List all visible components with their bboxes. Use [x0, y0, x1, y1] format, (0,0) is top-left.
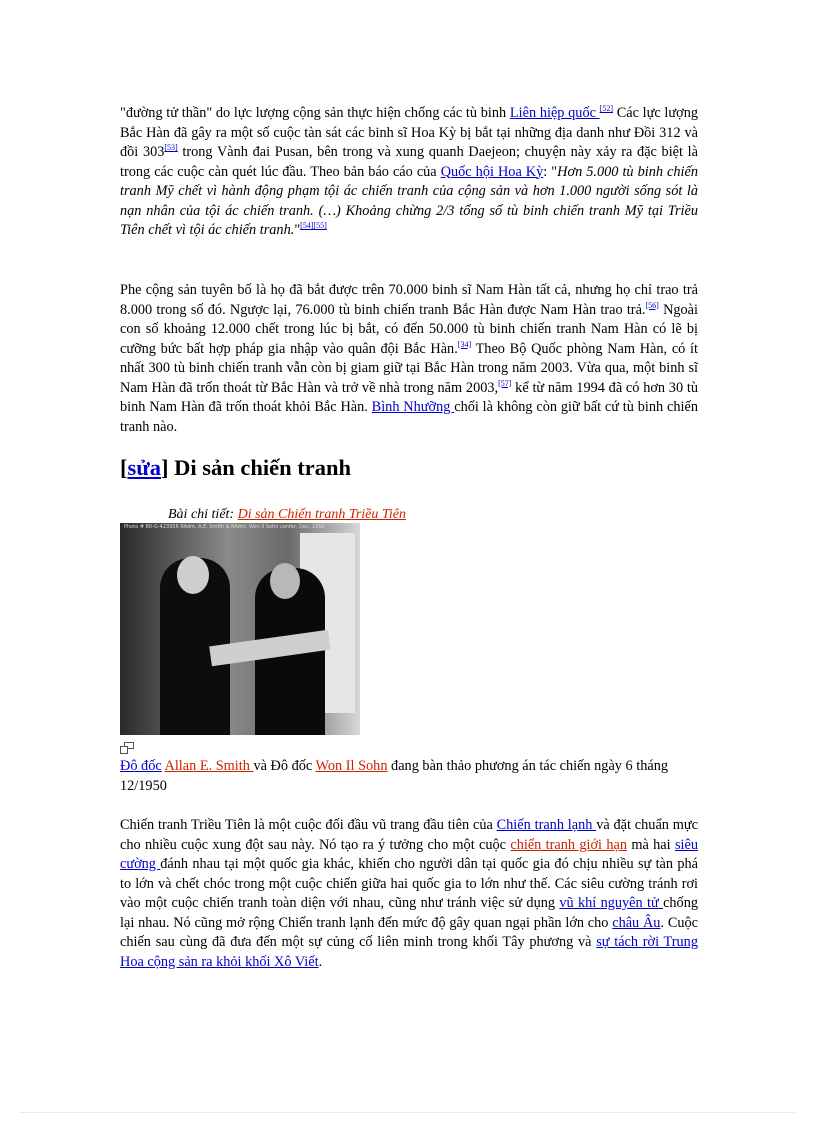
link-chau-au[interactable]: châu Âu — [612, 914, 661, 931]
image-caption — [120, 757, 698, 796]
photo-head-left — [177, 556, 209, 594]
text-run: : " — [543, 163, 558, 180]
paragraph-text — [120, 104, 698, 241]
link-di-san-chien-tranh[interactable]: Di sản Chiến tranh Triều Tiên — [237, 507, 407, 522]
magnify-icon[interactable] — [120, 742, 134, 754]
photo-caption-text: Photo # 80-G-423956 RAdm. A.E. Smith & RAdm. Won Il Sohn confer, Dec. 1950 — [124, 524, 325, 530]
text-run: kể từ năm 1994 đã có hơn 30 tù binh Nam Hàn đã trốn thoát khỏi Bắc Hàn. — [120, 379, 698, 415]
quote-text: Hơn 5.000 tù binh chiến tranh Mỹ chết vì hành động phạm tội ác chiến tranh của cộng sản và hơn 1.000 người sống sót là nạn nhân của tội ác chiến tranh. (…) Khoảng chừng 2/3 tổng số tù binh chiến tranh Mỹ tại Triều Tiên chết vì tội ác chiến tranh. — [120, 163, 698, 238]
ref-link[interactable]: [34] — [457, 339, 472, 349]
heading-title: Di sản chiến tranh — [168, 455, 352, 480]
paragraph-pow-massacres — [120, 104, 698, 241]
ref-56[interactable] — [646, 301, 659, 310]
text-run: Chiến tranh Triều Tiên là một cuộc đối đầu vũ trang đầu tiên của — [120, 817, 497, 833]
section-heading — [120, 455, 351, 481]
text-run: chối là không còn giữ bất cứ tù binh chiến tranh nào. — [120, 399, 698, 435]
caption-text — [120, 757, 698, 796]
photo-admirals[interactable] — [120, 523, 360, 735]
link-vu-khi-nguyen-tu[interactable]: vũ khí nguyên tử — [559, 895, 664, 911]
ref-34[interactable] — [458, 340, 471, 349]
text-run: Ngoài con số khoảng 12.000 chết trong lúc bị bắt, có đến 50.000 tù binh chiến tranh Nam Hàn có lẽ bị cưỡng bức bất hợp pháp gia nhập vào quân đội Bắc Hàn. — [120, 301, 699, 357]
bracket-open: [ — [120, 455, 128, 480]
paragraph-legacy — [120, 816, 698, 972]
text-run: " — [294, 222, 301, 238]
text-run: trong Vành đai Pusan, bên trong và xung quanh Daejeon; chuyện này xảy ra đặc biệt là trong các cuộc càn quét lúc đầu. Theo bản báo cáo của — [120, 144, 698, 180]
ref-link[interactable]: [53] — [164, 143, 178, 153]
photo-head-right — [270, 563, 300, 599]
ref-53[interactable] — [164, 143, 177, 152]
link-chien-tranh-gioi-han[interactable]: chiến tranh giới hạn — [510, 836, 628, 853]
ref-57[interactable] — [498, 379, 511, 388]
link-allan-e-smith[interactable]: Allan E. Smith — [164, 758, 254, 774]
text-run: mà hai — [627, 836, 675, 853]
page-bottom-divider — [20, 1112, 796, 1113]
paragraph-text — [120, 816, 698, 972]
bracket-close: ] — [161, 455, 169, 480]
ref-link[interactable]: [55] — [313, 221, 327, 231]
ref-52[interactable] — [600, 104, 613, 113]
ref-54[interactable] — [300, 221, 313, 230]
link-chien-tranh-lanh[interactable]: Chiến tranh lạnh — [496, 817, 597, 833]
link-quoc-hoi-hoa-ky[interactable]: Quốc hội Hoa Kỳ — [440, 163, 544, 180]
text-run: . Cuộc chiến sau cùng đã đưa đến một sự củng cố liên minh trong khối Tây phương và — [120, 914, 698, 950]
text-run: đang bàn thảo phương án tác chiến ngày 6 tháng 12/1950 — [120, 758, 668, 794]
text-run: Theo Bộ Quốc phòng Nam Hàn, có ít nhất 300 tù binh chiến tranh vẫn còn bị giam giữ tại Bắc Hàn trong năm 2003. Vừa qua, một binh sĩ Nam Hàn đã trốn thoát từ Bắc Hàn và trở về nhà trong năm 2003, — [120, 340, 698, 396]
ref-link[interactable]: [57] — [498, 378, 512, 388]
ref-link[interactable]: [56] — [645, 300, 659, 310]
main-article-prefix: Bài chi tiết: — [168, 507, 238, 522]
paragraph-text — [120, 281, 698, 437]
link-sieu-cuong[interactable]: siêu cường — [120, 836, 698, 872]
link-do-doc[interactable]: Đô đốc — [120, 758, 162, 774]
text-run: Phe cộng sản tuyên bố là họ đã bắt được trên 70.000 binh sĩ Nam Hàn tất cả, nhưng họ chỉ trao trả 8.000 trong số đó. Ngược lại, 76.000 tù binh chiến tranh Bắc Hàn được Nam Hàn trao trả. — [120, 282, 698, 318]
text-run: và Đô đốc — [253, 758, 316, 774]
link-lien-hiep-quoc[interactable]: Liên hiệp quốc — [509, 105, 600, 121]
edit-link[interactable]: sửa — [127, 455, 162, 480]
ref-link[interactable]: [54] — [300, 221, 314, 231]
text-run: đánh nhau tại một quốc gia khác, khiến cho người dân tại quốc gia đó chịu nhiều sự tàn phá to lớn và chết chóc trong một cuộc chiến giữa hai quốc gia to lớn như thế. Các siêu cường tránh rơi vào một cuộc chiến tranh toàn diện với nhau, cũng như tránh việc sử dụng — [120, 856, 698, 911]
text-run: "đường tử thần" do lực lượng cộng sản thực hiện chống các tù binh — [120, 105, 510, 121]
link-won-il-sohn[interactable]: Won Il Sohn — [315, 758, 388, 774]
text-run: . — [318, 953, 323, 970]
ref-55[interactable] — [313, 221, 326, 230]
link-binh-nhuong[interactable]: Bình Nhưỡng — [371, 399, 455, 415]
text-run: và đặt chuẩn mực cho nhiều cuộc xung đột sau này. Nó tạo ra ý tưởng cho một cuộc — [120, 817, 698, 853]
text-run: chống lại nhau. Nó cũng mở rộng Chiến tranh lạnh đến mức độ gây quan ngại phần lớn cho — [120, 895, 699, 931]
paragraph-pow-exchange — [120, 281, 698, 437]
link-su-tach-roi-trung-hoa[interactable]: sự tách rời Trung Hoa cộng sản ra khỏi khối Xô Viết — [120, 934, 698, 970]
main-article-note — [168, 507, 406, 523]
ref-link[interactable]: [52] — [599, 104, 613, 114]
text-run: Các lực lượng Bắc Hàn đã gây ra một số cuộc tàn sát các binh sĩ Hoa Kỳ bị bắt tại những địa danh như Đồi 312 và đồi 303 — [120, 105, 698, 160]
